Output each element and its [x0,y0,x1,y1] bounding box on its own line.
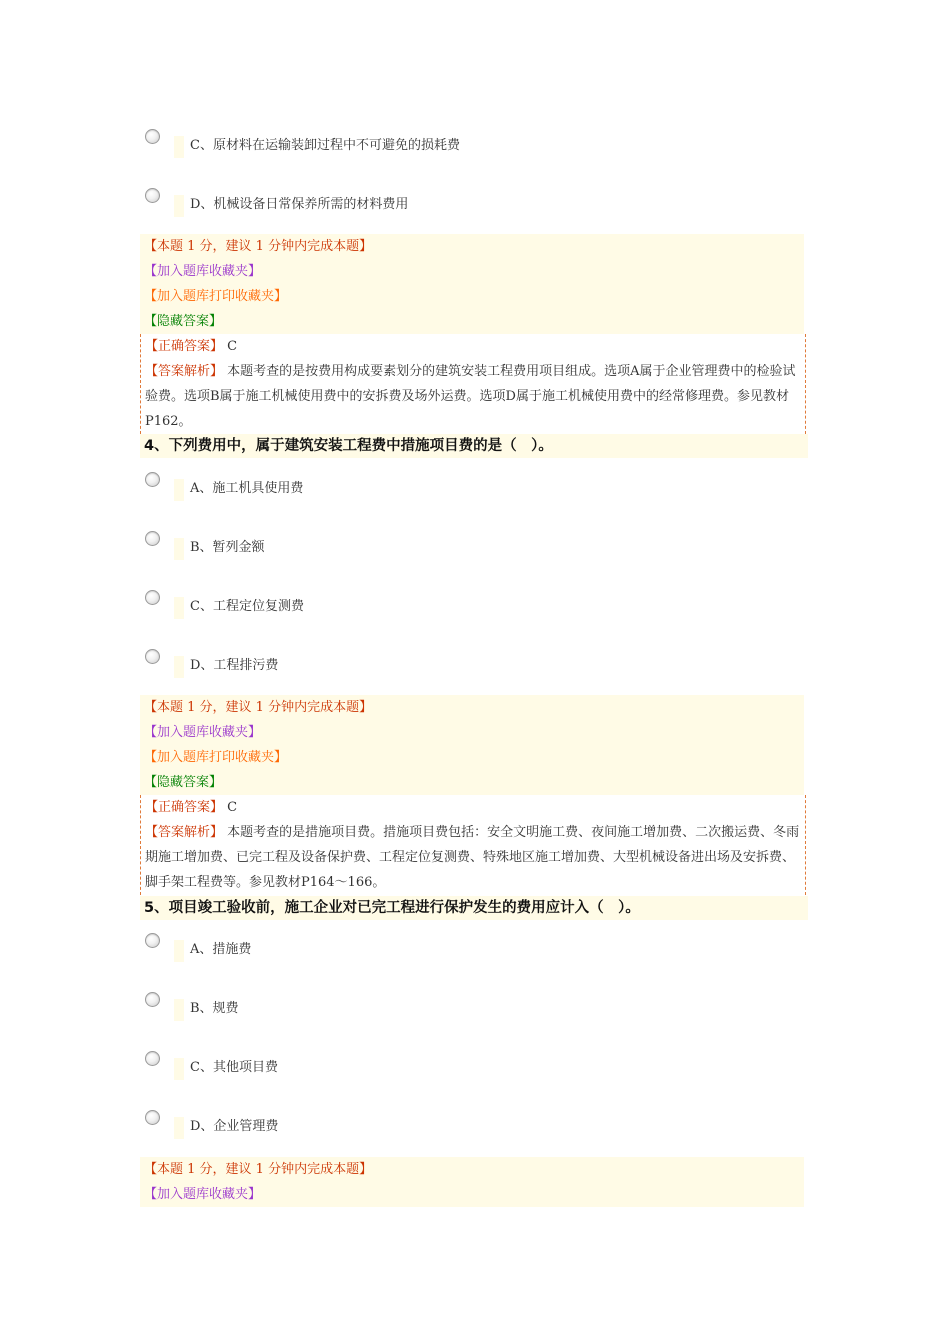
option-label: C、其他项目费 [190,1060,278,1075]
time-hint: 【本题 1 分，建议 1 分钟内完成本题】 [144,700,373,715]
correct-answer-value: C [223,800,238,815]
radio-button-icon[interactable] [145,1110,160,1125]
answer-analysis [141,359,805,434]
analysis-text: 本题考查的是按费用构成要素划分的建筑安装工程费用项目组成。选项A属于企业管理费中的检验试验费。选项B属于施工机械使用费中的安拆费及场外运费。选项D属于施工机械使用费中的经常修理费。参见教材P162。 [145,364,796,429]
option-label: B、规费 [190,1001,239,1016]
radio-button-icon[interactable] [145,649,160,664]
time-hint: 【本题 1 分，建议 1 分钟内完成本题】 [144,239,373,254]
q4-meta-block [140,695,804,795]
q3-option-c[interactable] [140,129,810,159]
q3-meta-block [140,234,804,334]
add-to-print-favorites-link[interactable]: 【加入题库打印收藏夹】 [144,750,288,765]
radio-button-icon[interactable] [145,992,160,1007]
hide-answer-link[interactable]: 【隐藏答案】 [144,775,223,790]
q4-answer-box [140,795,806,895]
q5-meta-block [140,1157,804,1207]
answer-analysis [141,820,805,895]
radio-button-icon[interactable] [145,590,160,605]
time-hint: 【本题 1 分，建议 1 分钟内完成本题】 [144,1162,373,1177]
radio-button-icon[interactable] [145,1051,160,1066]
add-to-print-favorites-link[interactable]: 【加入题库打印收藏夹】 [144,289,288,304]
q5-option-d[interactable] [140,1110,810,1140]
radio-button-icon[interactable] [145,531,160,546]
q4-option-d[interactable] [140,649,810,679]
q5-option-c[interactable] [140,1051,810,1081]
option-label: C、工程定位复测费 [190,599,304,614]
correct-answer [141,334,805,359]
add-to-favorites-link[interactable]: 【加入题库收藏夹】 [144,1187,262,1202]
q4-option-a[interactable] [140,472,810,502]
q4-option-b[interactable] [140,531,810,561]
radio-button-icon[interactable] [145,188,160,203]
add-to-favorites-link[interactable]: 【加入题库收藏夹】 [144,725,262,740]
correct-answer-value: C [223,339,238,354]
q5-title: 5、项目竣工验收前，施工企业对已完工程进行保护发生的费用应计入（ ）。 [140,896,808,920]
correct-answer-tag: 【正确答案】 [145,339,224,354]
radio-button-icon[interactable] [145,129,160,144]
analysis-text: 本题考查的是措施项目费。措施项目费包括：安全文明施工费、夜间施工增加费、二次搬运费、冬雨期施工增加费、已完工程及设备保护费、工程定位复测费、特殊地区施工增加费、大型机械设备进出场及安拆费、脚手架工程费等。参见教材P164～166。 [145,825,800,890]
q4-option-c[interactable] [140,590,810,620]
radio-button-icon[interactable] [145,933,160,948]
option-label: C、原材料在运输装卸过程中不可避免的损耗费 [190,138,460,153]
q4-title: 4、下列费用中，属于建筑安装工程费中措施项目费的是（ ）。 [140,434,808,458]
radio-button-icon[interactable] [145,472,160,487]
q5-option-b[interactable] [140,992,810,1022]
analysis-tag: 【答案解析】 [145,825,224,840]
option-label: D、工程排污费 [190,658,279,673]
correct-answer-tag: 【正确答案】 [145,800,224,815]
q5-option-a[interactable] [140,933,810,963]
correct-answer [141,795,805,820]
option-label: A、施工机具使用费 [190,481,304,496]
option-label: D、机械设备日常保养所需的材料费用 [190,197,409,212]
option-label: D、企业管理费 [190,1119,279,1134]
option-label: A、措施费 [190,942,252,957]
add-to-favorites-link[interactable]: 【加入题库收藏夹】 [144,264,262,279]
hide-answer-link[interactable]: 【隐藏答案】 [144,314,223,329]
option-label: B、暂列金额 [190,540,265,555]
q3-option-d[interactable] [140,188,810,218]
analysis-tag: 【答案解析】 [145,364,224,379]
q3-answer-box [140,334,806,434]
